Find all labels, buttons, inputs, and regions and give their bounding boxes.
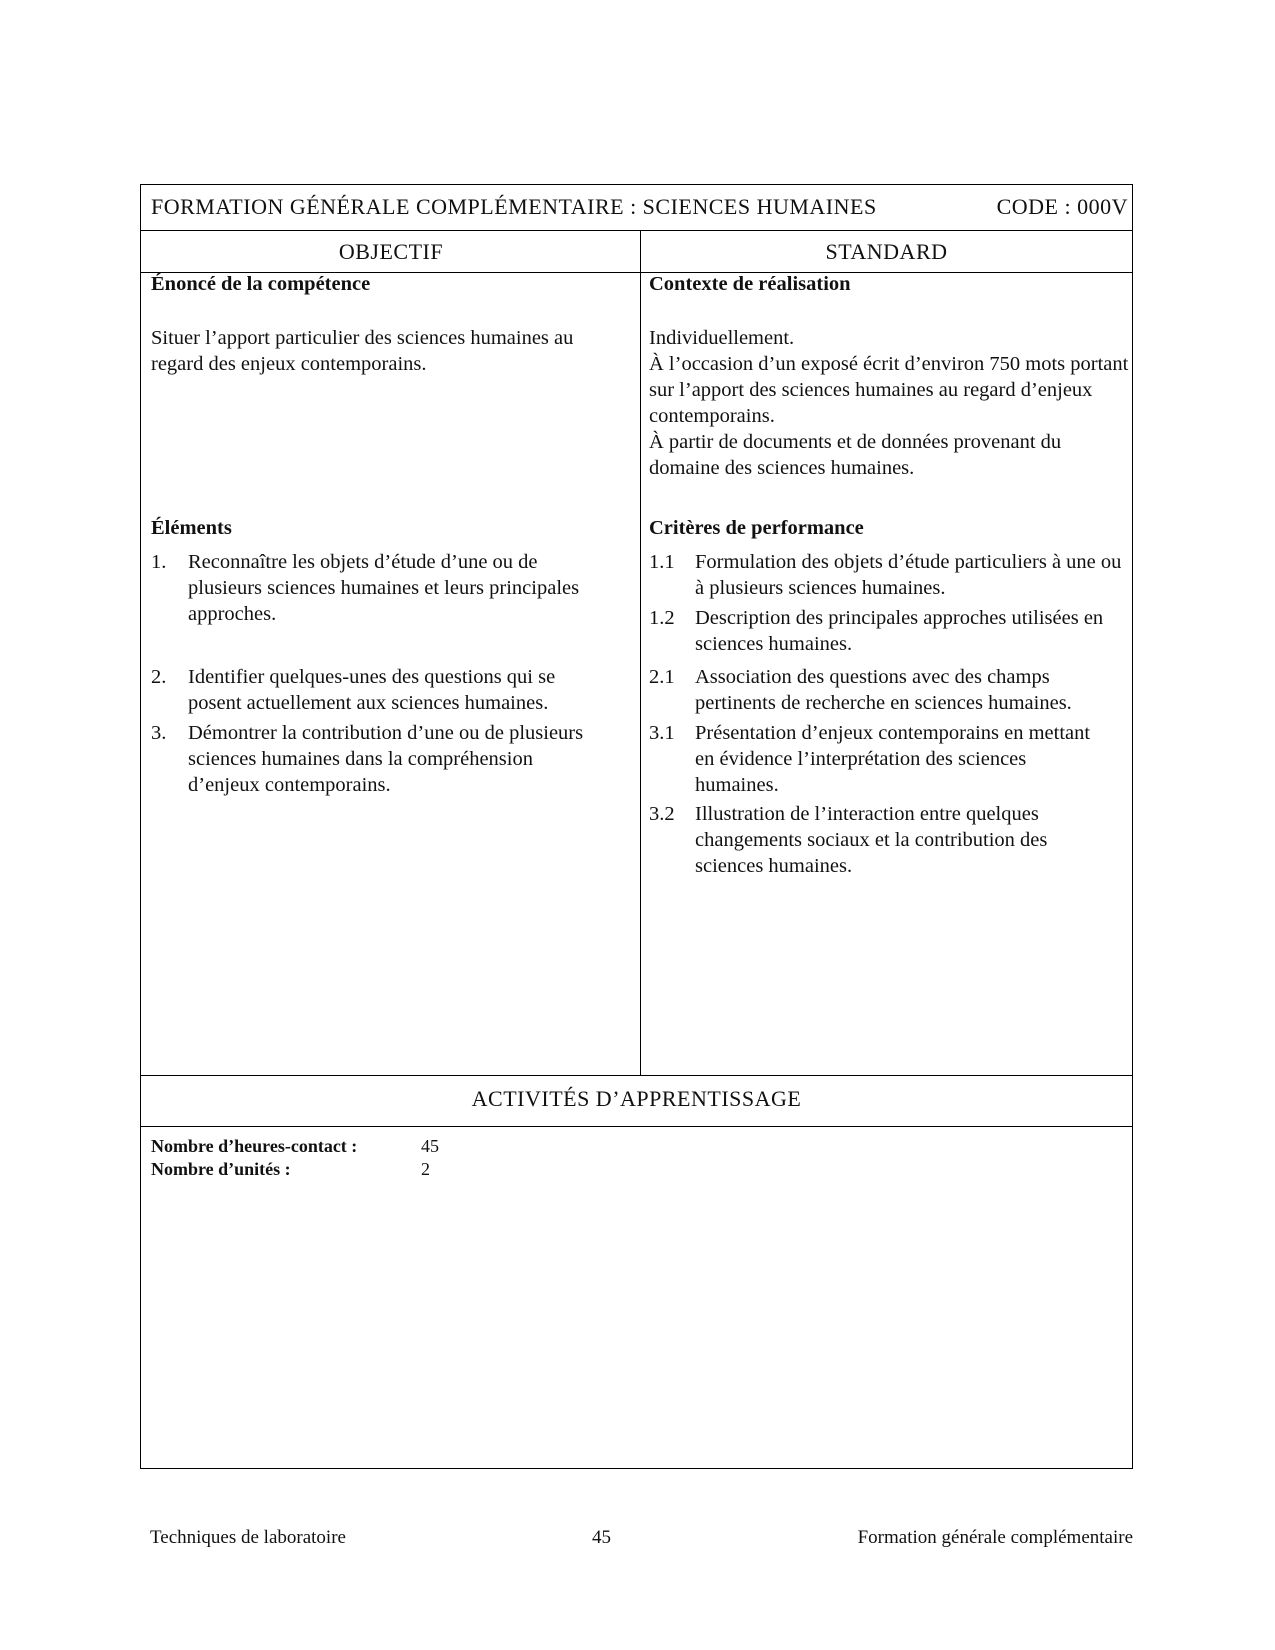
element-number: 3. (151, 722, 167, 744)
unites-label: Nombre d’unités : (151, 1159, 291, 1179)
element-number: 2. (151, 666, 167, 688)
page-number: 45 (592, 1527, 611, 1548)
elements-title: Éléments (151, 517, 232, 539)
contexte-line-1: Individuellement. (649, 327, 795, 349)
table-title-row (141, 185, 1132, 231)
heures-contact-row (151, 1135, 439, 1158)
critere-item-3-1 (649, 720, 1129, 800)
program-title: FORMATION GÉNÉRALE COMPLÉMENTAIRE : SCIENCES HUMAINES (151, 194, 877, 219)
element-text: Reconnaître les objets d’étude d’une ou de plusieurs sciences humaines et leurs principales approches. (188, 551, 580, 625)
element-text: Démontrer la contribution d’une ou de plusieurs sciences humaines dans la compréhension d’enjeux contemporains. (188, 722, 584, 796)
critere-text: Présentation d’enjeux contemporains en mettant en évidence l’interprétation des sciences humaines. (695, 722, 1091, 796)
element-item-2 (151, 664, 621, 718)
column-header-row (141, 231, 1132, 273)
activites-header-row (141, 1075, 1132, 1127)
heures-value: 45 (421, 1136, 439, 1156)
unites-row (151, 1158, 439, 1181)
enonce-title: Énoncé de la compétence (151, 273, 371, 295)
column-divider (640, 231, 641, 1075)
contexte-title: Contexte de réalisation (649, 273, 851, 295)
critere-number: 1.1 (649, 551, 675, 573)
hours-block (151, 1135, 439, 1181)
critere-number: 3.1 (649, 722, 675, 744)
critere-number: 1.2 (649, 607, 675, 629)
element-item-1 (151, 549, 621, 629)
critere-text: Association des questions avec des champs pertinents de recherche en sciences humaines. (695, 666, 1072, 714)
element-item-3 (151, 720, 621, 800)
enonce-text: Situer l’apport particulier des sciences humaines au regard des enjeux contemporains. (151, 327, 574, 375)
contexte-line-3: À partir de documents et de données provenant du domaine des sciences humaines. (649, 431, 1062, 479)
critere-item-3-2 (649, 801, 1129, 881)
critere-number: 3.2 (649, 803, 675, 825)
critere-number: 2.1 (649, 666, 675, 688)
critere-text: Description des principales approches utilisées en sciences humaines. (695, 607, 1104, 655)
heures-label: Nombre d’heures-contact : (151, 1136, 358, 1156)
contexte-line-2: À l’occasion d’un exposé écrit d’environ 750 mots portant sur l’apport des sciences humaines au regard d’enjeux contemporains. (649, 353, 1129, 427)
objectif-header: OBJECTIF (338, 239, 444, 264)
critere-item-2-1 (649, 664, 1129, 718)
unites-value: 2 (421, 1159, 430, 1179)
critere-item-1-2 (649, 605, 1129, 659)
critere-text: Illustration de l’interaction entre quelques changements sociaux et la contribution des sciences humaines. (695, 803, 1048, 877)
standard-header: STANDARD (825, 239, 948, 264)
critere-text: Formulation des objets d’étude particuliers à une ou à plusieurs sciences humaines. (695, 551, 1122, 599)
footer-right: Formation générale complémentaire (857, 1527, 1133, 1548)
critere-item-1-1 (649, 549, 1129, 603)
element-text: Identifier quelques-unes des questions qui se posent actuellement aux sciences humaines. (188, 666, 556, 714)
course-code: CODE : 000V (996, 194, 1128, 219)
footer-left: Techniques de laboratoire (150, 1527, 346, 1548)
activites-title: ACTIVITÉS D’APPRENTISSAGE (471, 1086, 802, 1111)
criteres-title: Critères de performance (649, 517, 864, 539)
element-number: 1. (151, 551, 167, 573)
competency-table (140, 184, 1133, 1469)
